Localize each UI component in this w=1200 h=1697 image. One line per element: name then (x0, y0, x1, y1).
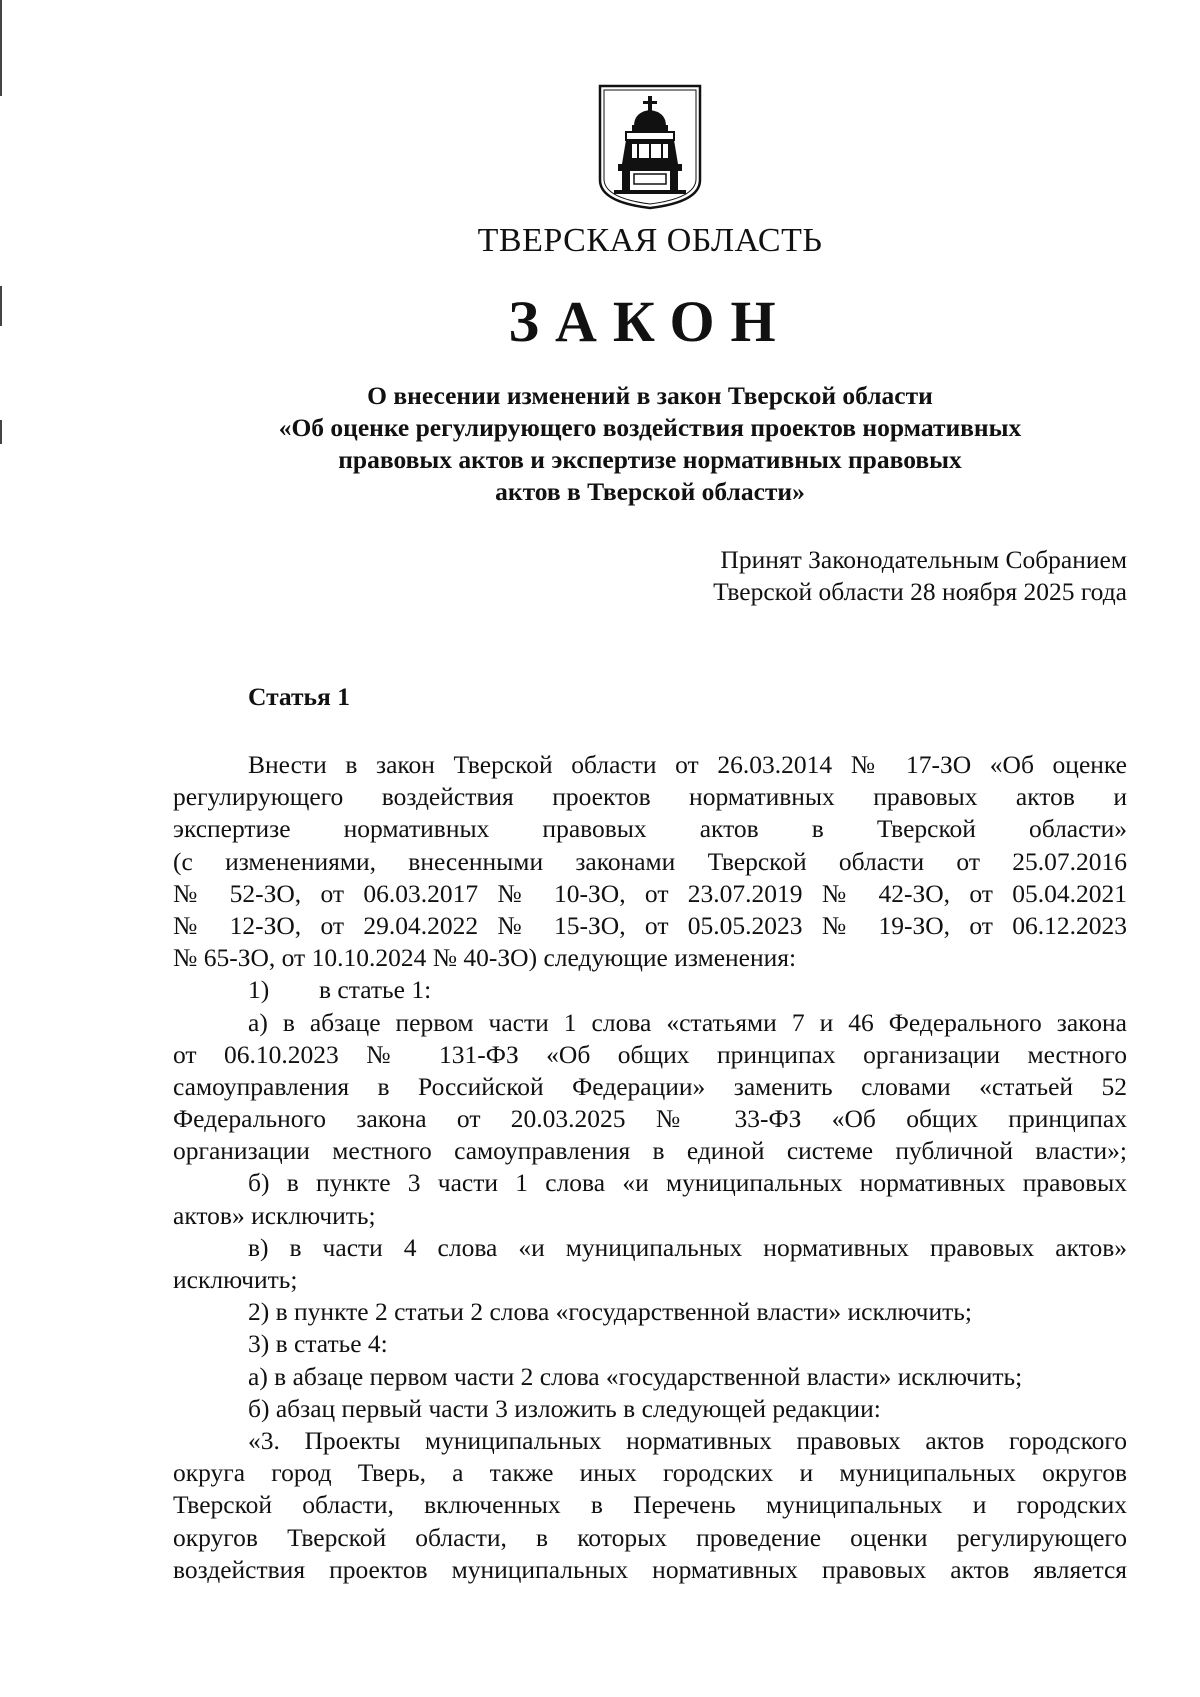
body-line: № 12-ЗО, от 29.04.2022 № 15-ЗО, от 05.05.2023 № 19-ЗО, от 06.12.2023 (173, 910, 1127, 940)
body-line: от 06.10.2023 № 131-ФЗ «Об общих принципах организации местного (173, 1039, 1127, 1069)
body-line-item (173, 974, 1127, 1006)
body-line: № 65-ЗО, от 10.10.2024 № 40-ЗО) следующие изменения: (173, 943, 797, 973)
article-heading: Статья 1 (248, 682, 350, 711)
body-line: воздействия проектов муниципальных нормативных правовых актов является (173, 1554, 1127, 1584)
body-line: регулирующего воздействия проектов нормативных правовых актов и (173, 782, 1127, 812)
document-type-title: ЗАКОН (508, 289, 792, 354)
body-line: а) в абзаце первом части 1 слова «статьями 7 и 46 Федерального закона (248, 1007, 1127, 1037)
body-line: 2) в пункте 2 статьи 2 слова «государственной власти» исключить; (248, 1297, 972, 1327)
item-number: 1) (248, 975, 270, 1005)
body-line: округов Тверской области, в которых проведение оценки регулирующего (173, 1522, 1127, 1552)
body-line: в) в части 4 слова «и муниципальных нормативных правовых актов» (248, 1232, 1127, 1262)
body-line: актов» исключить; (173, 1200, 376, 1230)
body-line: Тверской области, включенных в Перечень муниципальных и городских (173, 1490, 1127, 1520)
region-name: ТВЕРСКАЯ ОБЛАСТЬ (477, 222, 823, 259)
body-line: 3) в статье 4: (248, 1329, 388, 1359)
adoption-note (713, 544, 1127, 608)
law-title-line: «Об оценке регулирующего воздействия проектов нормативных (278, 413, 1022, 442)
body-line: исключить; (173, 1265, 298, 1294)
body-line: Внести в закон Тверской области от 26.03.2014 № 17-ЗО «Об оценке (248, 750, 1127, 779)
body-line: «3. Проекты муниципальных нормативных правовых актов городского (248, 1425, 1127, 1455)
coat-of-arms-emblem (596, 84, 704, 210)
body-line: а) в абзаце первом части 2 слова «государственной власти» исключить; (248, 1361, 1023, 1391)
law-title-line: правовых актов и экспертизе нормативных правовых (338, 445, 962, 474)
body-line: самоуправления в Российской Федерации» заменить словами «статьей 52 (173, 1071, 1127, 1101)
body-line: организации местного самоуправления в единой системе публичной власти»; (173, 1136, 1127, 1166)
body-line: экспертизе нормативных правовых актов в Тверской области» (173, 814, 1127, 844)
body-line: Федерального закона от 20.03.2025 № 33-ФЗ «Об общих принципах (173, 1104, 1127, 1134)
body-line: б) в пункте 3 части 1 слова «и муниципальных нормативных правовых (248, 1168, 1127, 1198)
body-line: № 52-ЗО, от 06.03.2017 № 10-ЗО, от 23.07.2019 № 42-ЗО, от 05.04.2021 (173, 878, 1127, 908)
article-body (173, 749, 1127, 1586)
body-line: (с изменениями, внесенными законами Тверской области от 25.07.2016 (173, 846, 1127, 876)
body-line: округа город Тверь, а также иных городских и муниципальных округов (173, 1458, 1127, 1488)
law-title (130, 380, 1170, 508)
law-title-line: актов в Тверской области» (495, 477, 805, 506)
scan-edge-mark (0, 420, 2, 444)
item-text: в статье 1: (319, 975, 432, 1005)
law-title-line: О внесении изменений в закон Тверской области (367, 381, 933, 410)
scan-edge-mark (0, 0, 2, 96)
adoption-line: Принят Законодательным Собранием (720, 545, 1127, 574)
adoption-line: Тверской области 28 ноября 2025 года (713, 577, 1127, 606)
body-line: б) абзац первый части 3 изложить в следующей редакции: (248, 1393, 881, 1423)
